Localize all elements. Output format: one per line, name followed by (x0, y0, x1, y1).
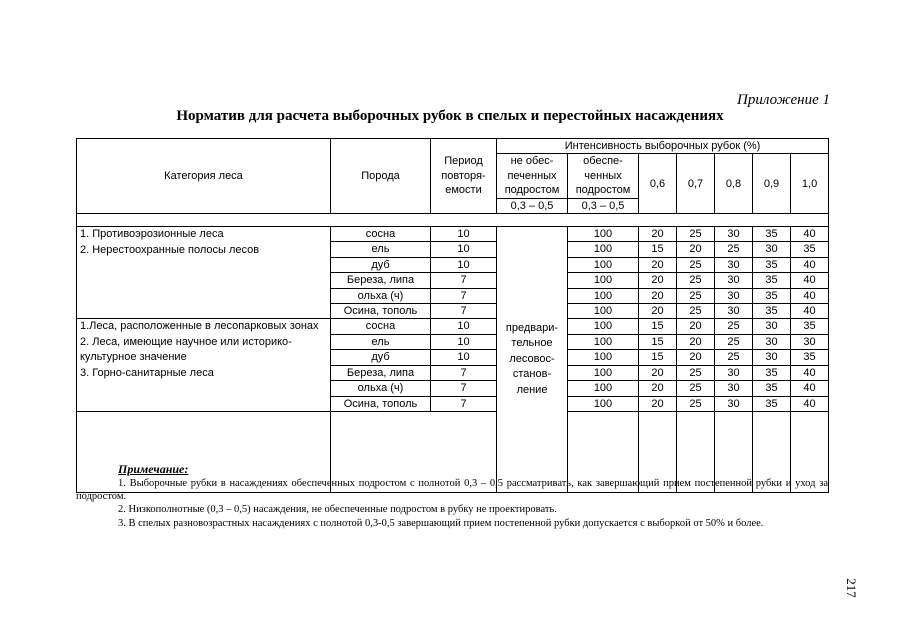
intensity-cell: 20 (639, 227, 677, 242)
secured-cell: 100 (568, 319, 639, 334)
intensity-cell: 40 (791, 257, 829, 272)
intensity-cell: 30 (715, 257, 753, 272)
intensity-cell: 20 (639, 365, 677, 380)
intensity-cell: 30 (715, 227, 753, 242)
intensity-cell: 25 (677, 273, 715, 288)
period-cell: 7 (431, 381, 497, 396)
secured-cell: 100 (568, 227, 639, 242)
species-cell: Осина, тополь (331, 304, 431, 319)
intensity-cell: 25 (715, 319, 753, 334)
header-density-10: 1,0 (791, 154, 829, 214)
secured-cell: 100 (568, 365, 639, 380)
intensity-cell: 20 (639, 288, 677, 303)
species-cell: ель (331, 334, 431, 349)
intensity-cell: 30 (715, 304, 753, 319)
species-cell: ольха (ч) (331, 381, 431, 396)
species-cell: ель (331, 242, 431, 257)
intensity-cell: 35 (753, 381, 791, 396)
category-group-2 (77, 319, 331, 411)
species-cell: дуб (331, 350, 431, 365)
period-cell: 10 (431, 257, 497, 272)
category-item: 3. Горно-санитарные леса (80, 366, 214, 379)
spacer-row (77, 214, 829, 227)
intensity-cell: 25 (677, 257, 715, 272)
table-row (77, 227, 829, 242)
period-cell: 10 (431, 227, 497, 242)
intensity-cell: 35 (753, 304, 791, 319)
intensity-cell: 40 (791, 396, 829, 411)
intensity-cell: 40 (791, 381, 829, 396)
intensity-cell: 35 (753, 396, 791, 411)
intensity-cell: 35 (753, 273, 791, 288)
intensity-cell: 25 (715, 350, 753, 365)
intensity-cell: 20 (639, 381, 677, 396)
period-cell: 7 (431, 273, 497, 288)
intensity-cell: 35 (753, 257, 791, 272)
species-cell: Береза, липа (331, 273, 431, 288)
intensity-cell: 30 (715, 396, 753, 411)
intensity-cell: 25 (677, 304, 715, 319)
intensity-cell: 30 (715, 288, 753, 303)
intensity-cell: 30 (791, 334, 829, 349)
intensity-cell: 35 (791, 350, 829, 365)
intensity-cell: 30 (753, 350, 791, 365)
intensity-cell: 25 (677, 396, 715, 411)
intensity-cell: 25 (715, 242, 753, 257)
period-cell: 10 (431, 350, 497, 365)
period-cell: 7 (431, 396, 497, 411)
intensity-cell: 20 (639, 257, 677, 272)
header-species: Порода (331, 139, 431, 214)
intensity-cell: 20 (639, 396, 677, 411)
species-cell: Осина, тополь (331, 396, 431, 411)
intensity-cell: 35 (753, 365, 791, 380)
intensity-cell: 35 (753, 288, 791, 303)
secured-cell: 100 (568, 334, 639, 349)
intensity-cell: 30 (753, 334, 791, 349)
intensity-cell: 15 (639, 242, 677, 257)
intensity-cell: 40 (791, 365, 829, 380)
intensity-cell: 35 (791, 319, 829, 334)
header-density-06: 0,6 (639, 154, 677, 214)
norms-table (76, 138, 829, 493)
header-period: Период повторя- емости (431, 139, 497, 214)
intensity-cell: 30 (753, 242, 791, 257)
intensity-cell: 35 (753, 227, 791, 242)
header-range-secured: 0,3 – 0,5 (568, 198, 639, 213)
secured-cell: 100 (568, 242, 639, 257)
category-item: 2. Леса, имеющие научное или историко-культурное значение (80, 335, 292, 364)
category-item: 1. Противоэрозионные леса (80, 228, 224, 241)
intensity-cell: 35 (791, 242, 829, 257)
intensity-cell: 20 (677, 242, 715, 257)
header-density-08: 0,8 (715, 154, 753, 214)
header-range-unsecured: 0,3 – 0,5 (497, 198, 568, 213)
note-1: 1. Выборочные рубки в насаждениях обеспеченных подростом с полнотой 0,3 – 0,5 рассматривать, как завершающий прием постепенной рубки и уход за подростом. (76, 478, 828, 502)
intensity-cell: 25 (677, 365, 715, 380)
secured-cell: 100 (568, 304, 639, 319)
period-cell: 7 (431, 365, 497, 380)
appendix-label: Приложение 1 (737, 92, 830, 108)
species-cell: ольха (ч) (331, 288, 431, 303)
intensity-cell: 25 (715, 334, 753, 349)
page-title: Норматив для расчета выборочных рубок в спелых и перестойных насаждениях (176, 108, 724, 124)
preliminary-cell: предвари- тельное лесовос- станов- ление (497, 227, 568, 493)
intensity-cell: 25 (677, 381, 715, 396)
secured-cell: 100 (568, 273, 639, 288)
period-cell: 10 (431, 242, 497, 257)
header-density-07: 0,7 (677, 154, 715, 214)
header-category: Категория леса (77, 139, 331, 214)
species-cell: дуб (331, 257, 431, 272)
intensity-cell: 25 (677, 288, 715, 303)
period-cell: 7 (431, 288, 497, 303)
intensity-cell: 40 (791, 304, 829, 319)
period-cell: 10 (431, 319, 497, 334)
secured-cell: 100 (568, 288, 639, 303)
intensity-cell: 30 (715, 381, 753, 396)
category-group-1 (77, 227, 331, 319)
table-row (77, 319, 829, 334)
intensity-cell: 40 (791, 288, 829, 303)
note-heading: Примечание: (118, 462, 189, 476)
secured-cell: 100 (568, 381, 639, 396)
intensity-cell: 20 (639, 273, 677, 288)
secured-cell: 100 (568, 350, 639, 365)
species-cell: Береза, липа (331, 365, 431, 380)
intensity-cell: 20 (677, 334, 715, 349)
species-cell: сосна (331, 227, 431, 242)
note-2: 2. Низкополнотные (0,3 – 0,5) насаждения, не обеспеченные подростом в рубку не проектировать. (118, 504, 557, 515)
intensity-cell: 15 (639, 350, 677, 365)
intensity-cell: 30 (715, 273, 753, 288)
intensity-cell: 40 (791, 273, 829, 288)
intensity-cell: 20 (677, 319, 715, 334)
note-3: 3. В спелых разновозрастных насаждениях с полнотой 0,3-0,5 завершающий прием постепенной рубки допускается с выборкой от 50% и более. (118, 518, 764, 529)
intensity-cell: 20 (639, 304, 677, 319)
secured-cell: 100 (568, 396, 639, 411)
page-number: 217 (844, 578, 859, 598)
intensity-cell: 15 (639, 319, 677, 334)
category-item: 1.Леса, расположенные в лесопарковых зонах (80, 320, 319, 333)
header-density-09: 0,9 (753, 154, 791, 214)
intensity-cell: 20 (677, 350, 715, 365)
intensity-cell: 40 (791, 227, 829, 242)
intensity-cell: 30 (715, 365, 753, 380)
period-cell: 10 (431, 334, 497, 349)
header-intensity: Интенсивность выборочных рубок (%) (497, 139, 829, 154)
intensity-cell: 15 (639, 334, 677, 349)
category-item: 2. Нерестоохранные полосы лесов (80, 243, 260, 256)
intensity-cell: 25 (677, 227, 715, 242)
header-unsecured: не обес- печенных подростом (497, 154, 568, 198)
period-cell: 7 (431, 304, 497, 319)
header-secured: обеспе- ченных подростом (568, 154, 639, 198)
intensity-cell: 30 (753, 319, 791, 334)
species-cell: сосна (331, 319, 431, 334)
secured-cell: 100 (568, 257, 639, 272)
